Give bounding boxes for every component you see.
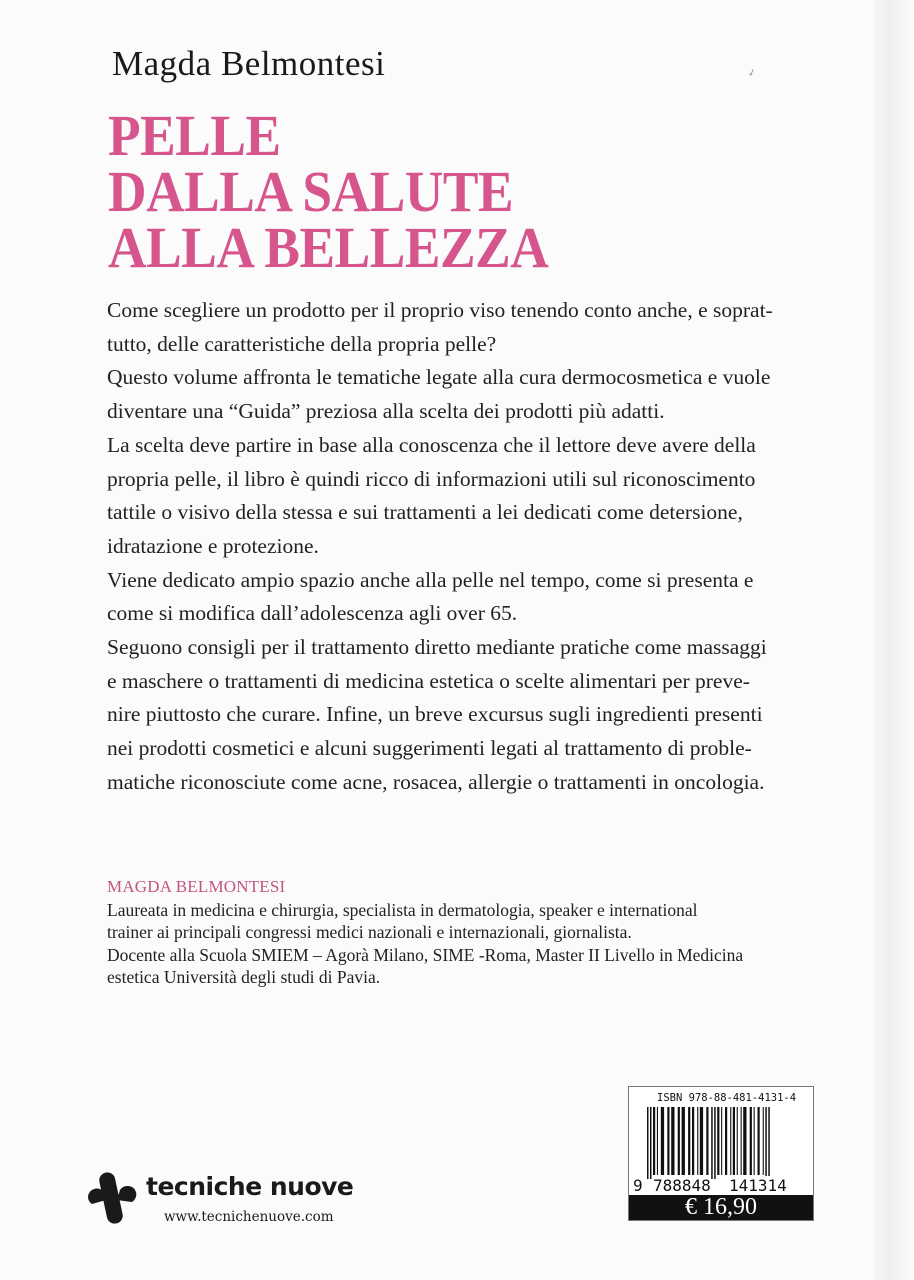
barcode-bar bbox=[741, 1107, 742, 1175]
barcode-digits-right: 141314 bbox=[729, 1176, 787, 1195]
description-line: matiche riconosciute come acne, rosacea, allergie o trattamenti in oncologia. bbox=[107, 769, 765, 794]
barcode-bar bbox=[706, 1107, 708, 1175]
description-line: Come scegliere un prodotto per il proprio viso tenendo conto anche, e soprat- bbox=[107, 298, 773, 322]
description-line: nei prodotti cosmetici e alcuni suggerimenti legati al trattamento di proble- bbox=[107, 736, 752, 761]
description-line: La scelta deve partire in base alla conoscenza che il lettore deve avere della bbox=[107, 432, 756, 457]
barcode-bar bbox=[682, 1107, 685, 1175]
barcode-bar bbox=[717, 1107, 719, 1175]
book-title bbox=[108, 103, 549, 280]
author-bio bbox=[107, 876, 867, 989]
barcode-bar bbox=[678, 1107, 680, 1175]
title-line-3: ALLA BELLEZZA bbox=[108, 215, 549, 280]
description-line: Seguono consigli per il trattamento diretto mediante pratiche come massaggi bbox=[107, 635, 767, 660]
book-description bbox=[107, 294, 837, 800]
description-line: e maschere o trattamenti di medicina estetica o scelte alimentari per preve- bbox=[107, 668, 750, 693]
barcode-bar bbox=[714, 1107, 716, 1179]
bio-line: Laureata in medicina e chirurgia, specialista in dermatologia, speaker e international bbox=[107, 899, 698, 920]
title-line-2: DALLA SALUTE bbox=[108, 159, 514, 224]
description-line: come si modifica dall’adolescenza agli over 65. bbox=[107, 601, 518, 626]
price-label: € 16,90 bbox=[629, 1195, 813, 1220]
barcode-bar bbox=[733, 1107, 735, 1175]
barcode-bar bbox=[653, 1107, 655, 1175]
barcode-bars bbox=[637, 1107, 809, 1179]
book-spine-edge bbox=[874, 0, 914, 1280]
description-line: idratazione e protezione. bbox=[107, 533, 319, 558]
barcode-bar bbox=[743, 1107, 746, 1175]
barcode-digits-left: 788848 bbox=[653, 1176, 711, 1195]
barcode-bar bbox=[750, 1107, 752, 1175]
barcode-panel bbox=[628, 1086, 814, 1221]
barcode-bar bbox=[725, 1107, 727, 1175]
tecniche-nuove-logo-icon bbox=[86, 1170, 138, 1226]
barcode-bar bbox=[763, 1107, 764, 1175]
description-line: Viene dedicato ampio spazio anche alla pelle nel tempo, come si presenta e bbox=[107, 567, 754, 592]
barcode-bar bbox=[737, 1107, 738, 1175]
barcode-bar bbox=[692, 1107, 694, 1175]
barcode-bar bbox=[768, 1107, 770, 1179]
barcode-bar bbox=[754, 1107, 755, 1175]
barcode-bar bbox=[657, 1107, 658, 1175]
description-line: tutto, delle caratteristiche della propria pelle? bbox=[107, 331, 497, 356]
publisher-block bbox=[86, 1168, 386, 1238]
barcode-bar bbox=[647, 1107, 649, 1179]
barcode-bar bbox=[667, 1107, 669, 1175]
barcode-bar bbox=[700, 1107, 703, 1175]
author-name: Magda Belmontesi bbox=[112, 44, 386, 83]
description-line: nire piuttosto che curare. Infine, un breve excursus sugli ingredienti presenti bbox=[107, 702, 763, 727]
barcode-bar bbox=[688, 1107, 690, 1175]
barcode-digit-first: 9 bbox=[633, 1176, 643, 1195]
barcode-bar bbox=[711, 1107, 713, 1179]
print-speck: ✓ bbox=[746, 67, 758, 80]
bio-line: Docente alla Scuola SMIEM – Agorà Milano, SIME -Roma, Master II Livello in Medicina bbox=[107, 944, 744, 965]
barcode-bar bbox=[758, 1107, 760, 1175]
barcode-digits bbox=[629, 1176, 815, 1194]
description-line: diventare una “Guida” preziosa alla scelta dei prodotti più adatti. bbox=[107, 399, 665, 424]
barcode-bar bbox=[730, 1107, 731, 1175]
isbn-label: ISBN 978-88-481-4131-4 bbox=[657, 1092, 797, 1104]
description-line: tattile o visivo della stessa e sui trattamenti a lei dedicati come detersione, bbox=[107, 500, 743, 525]
bio-line: estetica Università degli studi di Pavia. bbox=[107, 967, 381, 987]
barcode-bar bbox=[697, 1107, 698, 1175]
bio-author-name: MAGDA BELMONTESI bbox=[107, 877, 286, 896]
barcode-bar bbox=[671, 1107, 674, 1175]
barcode-bar bbox=[661, 1107, 664, 1175]
barcode-bar bbox=[650, 1107, 652, 1179]
bio-line: trainer ai principali congressi medici nazionali e internazionali, giornalista. bbox=[107, 922, 632, 942]
description-line: Questo volume affronta le tematiche legate alla cura dermocosmetica e vuole bbox=[107, 365, 771, 390]
barcode-bar bbox=[765, 1107, 767, 1179]
description-line: propria pelle, il libro è quindi ricco di informazioni utili sul riconoscimento bbox=[107, 466, 756, 491]
publisher-url: www.tecnichenuove.com bbox=[164, 1209, 334, 1225]
barcode-bar bbox=[721, 1107, 722, 1175]
publisher-name: tecniche nuove bbox=[146, 1172, 354, 1201]
title-line-1: PELLE bbox=[108, 103, 281, 168]
